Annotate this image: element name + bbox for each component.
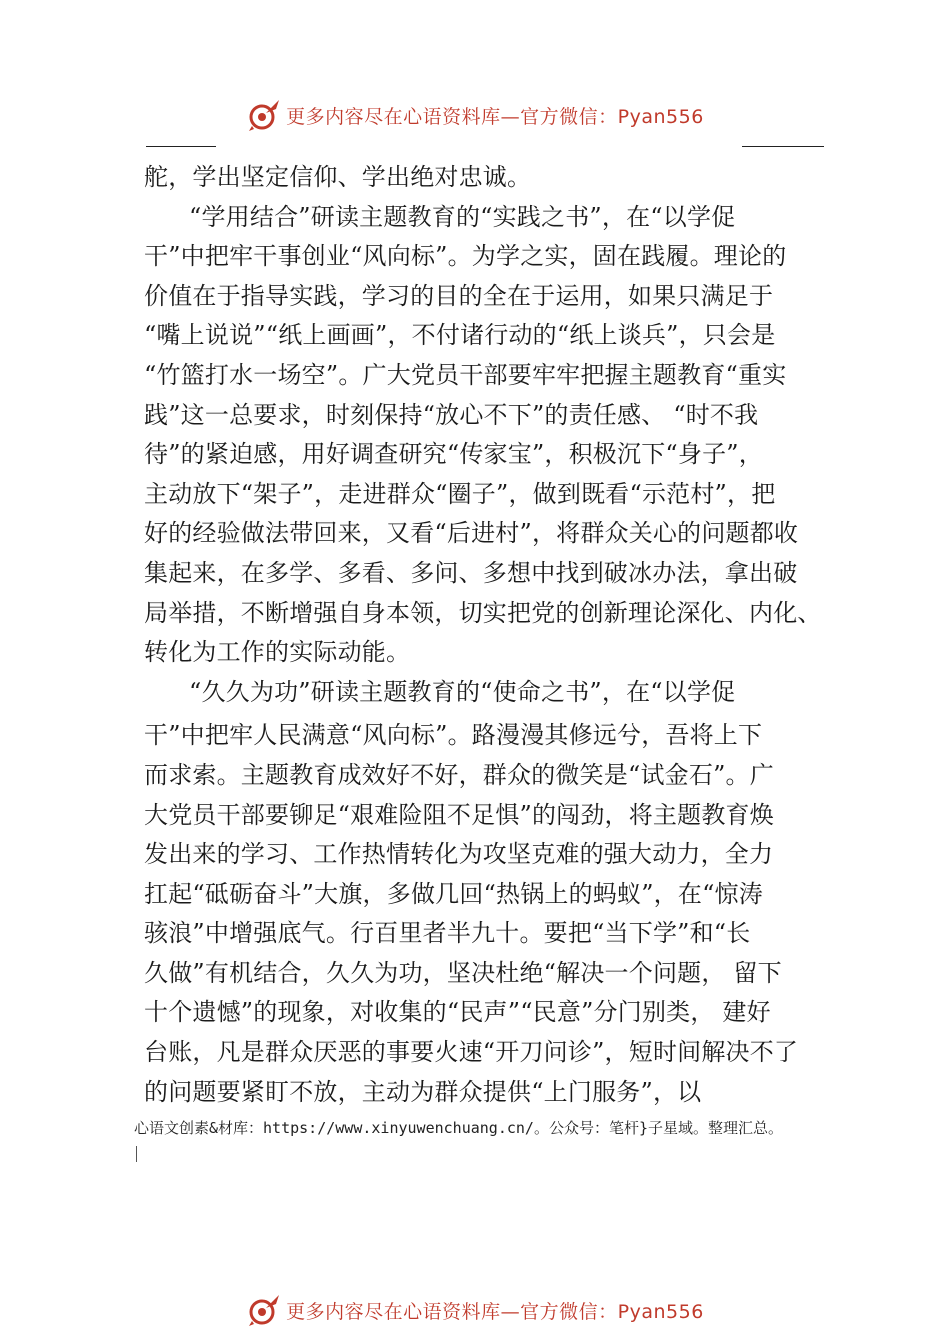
text-line: 转化为工作的实际动能。 (144, 638, 411, 667)
banner-text (286, 102, 704, 129)
text-line: 集起来，在多学、多看、多问、多想中找到破冰办法，拿出破 (144, 558, 798, 587)
text-line: 好的经验做法带回来，又看“后进村”，将群众关心的问题都收 (144, 519, 799, 548)
text-line: 价值在于指导实践，学习的目的全在于运用，如果只满足于 (144, 281, 774, 310)
text-line: 大党员干部要铆足“艰难险阻不足惧”的闯劲，将主题教育焕 (144, 800, 774, 829)
text-line: “竹篮打水一场空”。广大党员干部要牢牢把握主题教育“重实 (144, 360, 787, 389)
text-line: 践”这一总要求，时刻保持“放心不下”的责任感、 “时不我 (144, 400, 759, 429)
header-rule-left (146, 146, 216, 147)
text-line: 台账，凡是群众厌恶的事要火速“开刀问诊”，短时间解决不了 (144, 1038, 799, 1067)
text-line: 久做”有机结合，久久为功，坚决杜绝“解决一个问题， 留下 (144, 958, 782, 987)
quill-seal-icon (246, 97, 282, 133)
text-line: 主动放下“架子”，走进群众“圈子”，做到既看“示范村”，把 (144, 479, 776, 508)
paragraph-start-line: “学用结合”研读主题教育的“实践之书”，在“以学促 (189, 202, 736, 231)
banner-title: 更多内容尽在心语资料库—官方微信： (286, 1300, 618, 1323)
text-line: 扛起“砥砺奋斗”大旗，多做几回“热锅上的蚂蚁”，在“惊涛 (144, 879, 763, 908)
text-line: 骇浪”中增强底气。行百里者半九十。要把“当下学”和“长 (144, 919, 751, 948)
footer-source-note: 心语文创素&材库：https://www.xinyuwenchuang.cn/。公众号：笔杆}子星域。整理汇总。 (134, 1119, 783, 1137)
text-line: 待”的紧迫感，用好调查研究“传家宝”，积极沉下“身子”， (144, 440, 763, 469)
document-body (144, 158, 844, 1112)
text-line: 局举措，不断增强自身本领，切实把党的创新理论深化、内化、 (144, 598, 822, 627)
header-rule-right (742, 146, 824, 147)
text-line: 而求索。主题教育成效好不好，群众的微笑是“试金石”。广 (144, 760, 774, 789)
text-cursor (136, 1146, 137, 1162)
paragraph-start-line: “久久为功”研读主题教育的“使命之书”，在“以学促 (189, 677, 736, 706)
text-line: 干”中把牢干事创业“风向标”。为学之实，固在践履。理论的 (144, 242, 787, 271)
header-banner (0, 95, 950, 135)
quill-seal-icon (246, 1292, 282, 1328)
banner-title: 更多内容尽在心语资料库—官方微信： (286, 105, 618, 128)
text-line: 十个遗憾”的现象，对收集的“民声”“民意”分门别类， 建好 (144, 998, 771, 1027)
wechat-handle: Pyan556 (617, 1300, 704, 1323)
banner-text (286, 1297, 704, 1324)
footer-banner (0, 1290, 950, 1330)
text-line: 的问题要紧盯不放，主动为群众提供“上门服务”，以 (144, 1077, 702, 1106)
text-line: “嘴上说说”“纸上画画”，不付诸行动的“纸上谈兵”，只会是 (144, 321, 776, 350)
wechat-handle: Pyan556 (617, 105, 704, 128)
text-line: 舵，学出坚定信仰、学出绝对忠诚。 (144, 163, 532, 191)
text-line: 干”中把牢人民满意“风向标”。路漫漫其修远兮，吾将上下 (144, 721, 763, 750)
text-line: 发出来的学习、工作热情转化为攻坚克难的强大动力，全力 (144, 840, 774, 869)
